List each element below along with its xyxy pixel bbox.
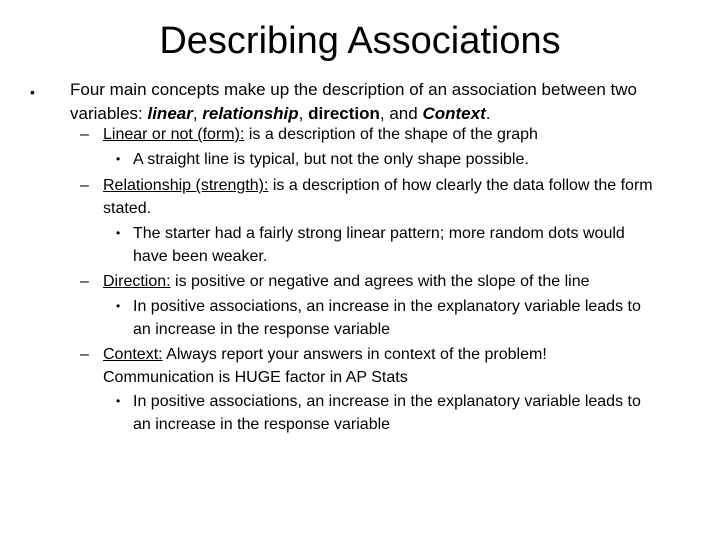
term-form: Linear or not (form): xyxy=(103,126,245,143)
detail-context: In positive associations, an increase in the explanatory variable leads to an increase in the response variable xyxy=(133,393,641,433)
term-context: Context xyxy=(422,104,486,123)
sub-item-strength xyxy=(103,174,703,220)
term-direction: direction xyxy=(308,104,380,123)
separator: , xyxy=(298,104,309,123)
dash-marker: – xyxy=(80,273,89,290)
dash-marker: – xyxy=(80,177,89,194)
sub-item-text: Always report your answers in context of the problem! Communication is HUGE factor in AP Stats xyxy=(103,346,547,386)
sub-item-text: is a description of how clearly the data follow the form stated. xyxy=(103,177,653,217)
bullet-marker: • xyxy=(30,84,35,100)
detail-form: A straight line is typical, but not the only shape possible. xyxy=(133,151,529,168)
detail-direction: In positive associations, an increase in the explanatory variable leads to an increase in the response variable xyxy=(133,298,641,338)
separator: , xyxy=(192,104,203,123)
term-context-def: Context: xyxy=(103,346,163,363)
sub-item-direction xyxy=(103,270,708,293)
sub-bullet-marker: • xyxy=(116,226,121,240)
sub-item-text: is a description of the shape of the graph xyxy=(244,126,538,143)
sub-bullet-marker: • xyxy=(116,394,121,408)
bullet-main-concepts xyxy=(70,78,710,126)
term-strength: Relationship (strength): xyxy=(103,177,269,194)
sub-item-text: is positive or negative and agrees with the slope of the line xyxy=(170,273,590,290)
dash-marker: – xyxy=(80,346,89,363)
dash-marker: – xyxy=(80,126,89,143)
bullet-prefix: Four main concepts make up the description of an association between two variables: xyxy=(70,80,637,123)
separator: , and xyxy=(379,104,423,123)
sub-bullet-marker: • xyxy=(116,152,121,166)
terminal-period: . xyxy=(485,104,491,123)
sub-item-context xyxy=(103,343,658,389)
term-relationship: relationship xyxy=(202,104,299,123)
detail-strength: The starter had a fairly strong linear pattern; more random dots would have been weaker. xyxy=(133,225,625,265)
sub-bullet-marker: • xyxy=(116,299,121,313)
term-linear: linear xyxy=(147,104,193,123)
term-direction-def: Direction: xyxy=(103,273,171,290)
slide-title: Describing Associations xyxy=(159,20,561,62)
sub-item-form xyxy=(103,123,708,146)
